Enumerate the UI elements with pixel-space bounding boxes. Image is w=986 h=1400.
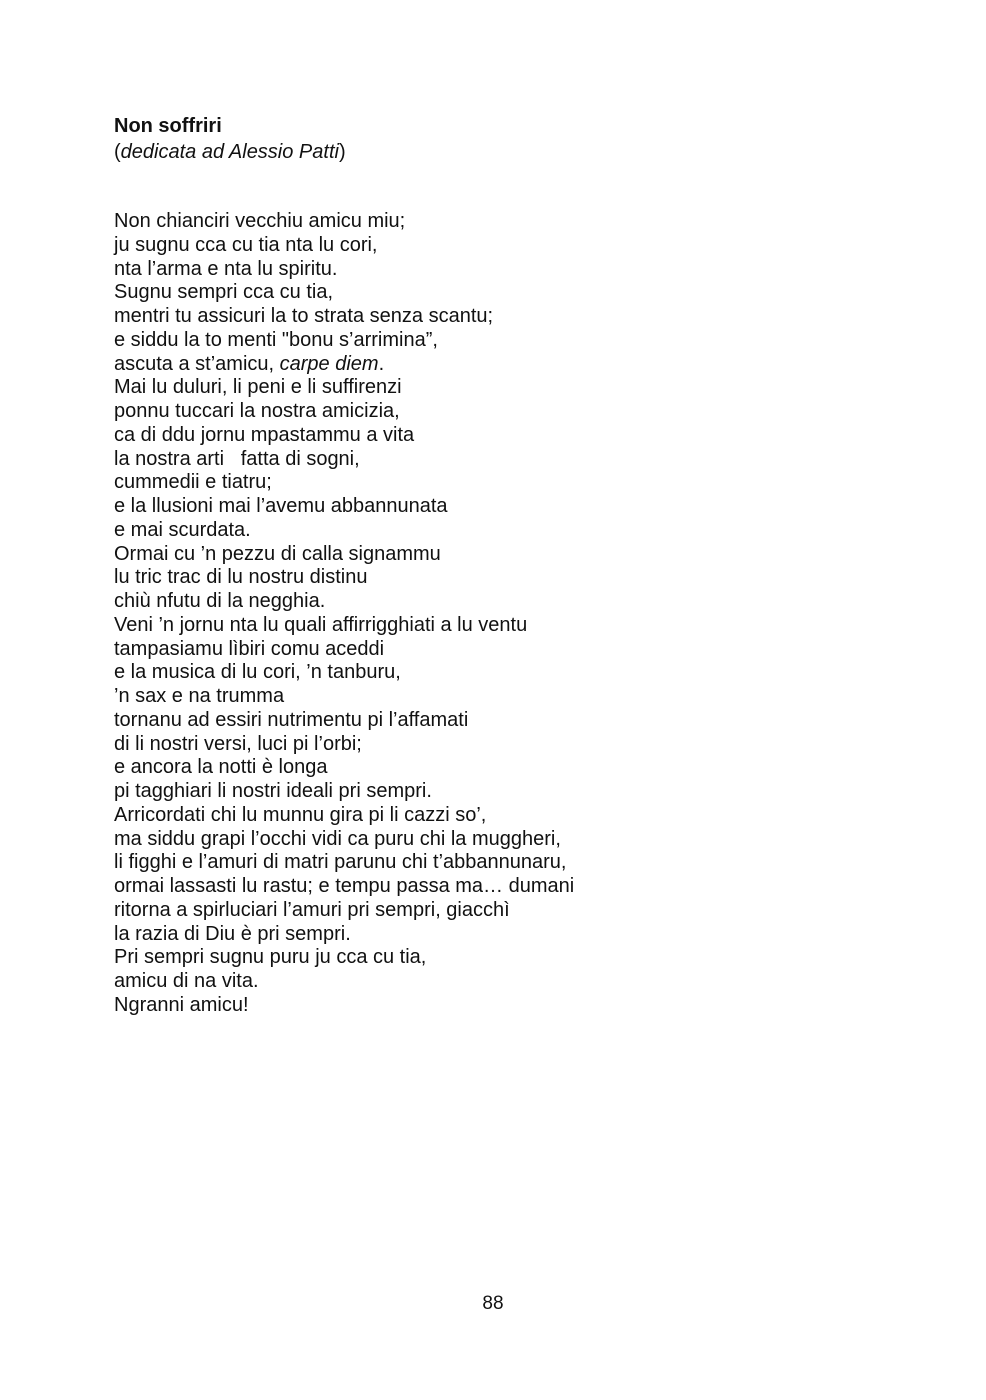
poem-line	[114, 400, 874, 424]
poem-line	[114, 376, 874, 400]
poem-line-text: e la llusioni mai l’avemu abbannunata	[114, 495, 448, 517]
poem-line	[114, 946, 874, 970]
poem-line	[114, 448, 874, 472]
poem-line	[114, 543, 874, 567]
poem-line-text: chiù nfutu di la negghia.	[114, 590, 326, 612]
poem-line	[114, 519, 874, 543]
poem-line	[114, 923, 874, 947]
poem-line	[114, 638, 874, 662]
poem-line	[114, 851, 874, 875]
poem-line-text: tornanu ad essiri nutrimentu pi l’affamati	[114, 708, 469, 731]
poem-line-text: Mai lu duluri, li peni e li suffirenzi	[114, 376, 402, 399]
poem-line-text: ’n sax e na trumma	[114, 685, 285, 707]
poem-line	[114, 994, 874, 1018]
poem-line-text: mentri tu assicuri la to strata senza scantu;	[114, 305, 494, 327]
poem-line	[114, 970, 874, 994]
poem-line-text: ponnu tuccari la nostra amicizia,	[114, 400, 400, 422]
poem-line	[114, 329, 874, 353]
poem-line	[114, 281, 874, 305]
poem-line-text: ma siddu grapi l’occhi vidi ca puru chi la muggheri,	[114, 827, 561, 850]
poem-line-text: ju sugnu cca cu tia nta lu cori,	[114, 233, 378, 256]
poem-body	[114, 210, 874, 1018]
poem-line-text: Pri sempri sugnu puru ju cca cu tia,	[114, 946, 427, 969]
poem-line-text: nta l’arma e nta lu spiritu.	[114, 257, 338, 280]
poem-line	[114, 899, 874, 923]
poem-line	[114, 471, 874, 495]
dedication-open-paren: (	[114, 141, 121, 163]
poem-line-text: pi tagghiari li nostri ideali pri sempri.	[114, 780, 432, 802]
poem-line-text: lu tric trac di lu nostru distinu	[114, 566, 368, 589]
poem-line-text: li figghi e l’amuri di matri parunu chi t’abbannunaru,	[114, 851, 567, 874]
poem-line-text: di li nostri versi, luci pi l’orbi;	[114, 732, 362, 755]
poem-line	[114, 234, 874, 258]
poem-line-text: e ancora la notti è longa	[114, 756, 328, 779]
poem-line-text: Non chianciri vecchiu amicu miu;	[114, 210, 406, 232]
poem-line	[114, 780, 874, 804]
poem-line	[114, 804, 874, 828]
poem-line-text: e la musica di lu cori, ’n tanburu,	[114, 661, 401, 684]
poem-line-text: Veni ’n jornu nta lu quali affirrigghiati a lu ventu	[114, 613, 528, 636]
poem-line-suffix: .	[378, 352, 385, 375]
poem-line-text: ormai lassasti lu rastu; e tempu passa ma… dumani	[114, 875, 575, 897]
poem-line	[114, 614, 874, 638]
poem-line	[114, 685, 874, 709]
poem-line	[114, 733, 874, 757]
poem-line-text: la nostra arti fatta di sogni,	[114, 447, 360, 470]
poem-line	[114, 495, 874, 519]
poem-line	[114, 661, 874, 685]
poem-line-text: amicu di na vita.	[114, 970, 259, 992]
poem-line	[114, 210, 874, 234]
poem-line-text: Arricordati chi lu munnu gira pi li cazzi so’,	[114, 803, 487, 826]
dedication-close-paren: )	[338, 141, 346, 163]
poem-line	[114, 353, 874, 377]
page-number: 88	[482, 1293, 504, 1314]
poem-title: Non soffriri	[114, 115, 222, 137]
poem-line-text: ca di ddu jornu mpastammu a vita	[114, 423, 415, 446]
poem-line	[114, 756, 874, 780]
poem-line-text: e mai scurdata.	[114, 518, 251, 541]
poem-line	[114, 828, 874, 852]
poem-line	[114, 709, 874, 733]
poem-line-text: Ngranni amicu!	[114, 993, 249, 1016]
poem-line-text: cummedii e tiatru;	[114, 471, 272, 494]
poem-line	[114, 590, 874, 614]
poem-line-text: ascuta a st’amicu,	[114, 352, 280, 375]
poem-line-text: Sugnu sempri cca cu tia,	[114, 281, 333, 304]
poem-line-text: tampasiamu lìbiri comu aceddi	[114, 637, 385, 660]
poem-line	[114, 424, 874, 448]
poem-line	[114, 258, 874, 282]
poem-line	[114, 875, 874, 899]
poem-line-text: la razia di Diu è pri sempri.	[114, 922, 351, 945]
poem-line-text: e siddu la to menti "bonu s’arrimina”,	[114, 328, 438, 351]
poem-line-text: ritorna a spirluciari l’amuri pri sempri, giacchì	[114, 898, 510, 921]
poem-line-italic: carpe diem	[279, 352, 379, 375]
poem-dedication	[114, 139, 346, 165]
dedication-text: dedicata ad Alessio Patti	[120, 141, 339, 163]
poem-line-text: Ormai cu ’n pezzu di calla signammu	[114, 542, 441, 565]
poem-line	[114, 566, 874, 590]
poem-line	[114, 305, 874, 329]
